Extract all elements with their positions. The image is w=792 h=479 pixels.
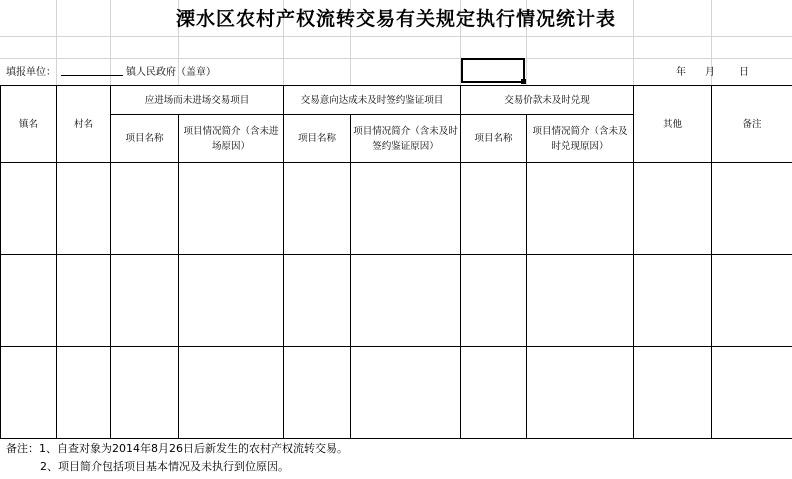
stats-table — [0, 85, 792, 439]
table-cell[interactable] — [1, 347, 57, 439]
table-cell[interactable] — [351, 163, 461, 255]
header-project-name-3: 项目名称 — [461, 115, 527, 163]
header-remarks: 备注 — [712, 86, 792, 163]
header-project-desc-1: 项目情况简介（含未进场原因） — [179, 115, 284, 163]
table-cell[interactable] — [351, 255, 461, 347]
date-day: 日 — [739, 67, 749, 78]
header-project-desc-2: 项目情况简介（含未及时签约鉴证原因） — [351, 115, 461, 163]
header-project-name-1: 项目名称 — [111, 115, 179, 163]
table-cell[interactable] — [57, 163, 111, 255]
header-other: 其他 — [634, 86, 712, 163]
header-project-name-2: 项目名称 — [284, 115, 351, 163]
table-cell[interactable] — [712, 163, 792, 255]
table-cell[interactable] — [284, 347, 351, 439]
table-cell[interactable] — [57, 255, 111, 347]
table-cell[interactable] — [1, 255, 57, 347]
table-cell[interactable] — [111, 255, 179, 347]
table-cell[interactable] — [712, 255, 792, 347]
fill-handle[interactable] — [521, 79, 526, 84]
header-village: 村名 — [57, 86, 111, 163]
table-row — [1, 347, 792, 439]
table-cell[interactable] — [461, 347, 527, 439]
note-line-2: 2、项目简介包括项目基本情况及未执行到位原因。 — [40, 460, 289, 473]
header-group-not-paid: 交易价款未及时兑现 — [461, 86, 634, 115]
table-row — [1, 255, 792, 347]
header-project-desc-3: 项目情况简介（含未及时兑现原因） — [527, 115, 634, 163]
table-cell[interactable] — [634, 163, 712, 255]
date-year: 年 — [676, 67, 686, 78]
filler-suffix: 镇人民政府（盖章） — [126, 67, 216, 78]
table-cell[interactable] — [527, 347, 634, 439]
table-cell[interactable] — [111, 163, 179, 255]
table-cell[interactable] — [179, 347, 284, 439]
header-group-not-signed: 交易意向达成未及时签约鉴证项目 — [284, 86, 461, 115]
date-month: 月 — [705, 67, 715, 78]
table-cell[interactable] — [712, 347, 792, 439]
table-row — [1, 163, 792, 255]
table-cell[interactable] — [111, 347, 179, 439]
table-cell[interactable] — [634, 255, 712, 347]
table-cell[interactable] — [461, 163, 527, 255]
header-group-not-entered: 应进场而未进场交易项目 — [111, 86, 284, 115]
table-cell[interactable] — [284, 163, 351, 255]
header-town: 镇名 — [1, 86, 57, 163]
table-cell[interactable] — [527, 255, 634, 347]
filler-blank-line[interactable] — [61, 65, 123, 76]
table-cell[interactable] — [351, 347, 461, 439]
table-cell[interactable] — [1, 163, 57, 255]
note-line-1: 备注：1、自查对象为2014年8月26日后新发生的农村产权流转交易。 — [6, 442, 348, 455]
table-cell[interactable] — [179, 255, 284, 347]
table-cell[interactable] — [57, 347, 111, 439]
table-cell[interactable] — [179, 163, 284, 255]
table-cell[interactable] — [461, 255, 527, 347]
table-cell[interactable] — [634, 347, 712, 439]
selected-cell[interactable] — [461, 58, 525, 83]
table-cell[interactable] — [284, 255, 351, 347]
table-cell[interactable] — [527, 163, 634, 255]
filler-label: 填报单位： — [6, 67, 56, 78]
sheet-title: 溧水区农村产权流转交易有关规定执行情况统计表 — [175, 8, 616, 30]
